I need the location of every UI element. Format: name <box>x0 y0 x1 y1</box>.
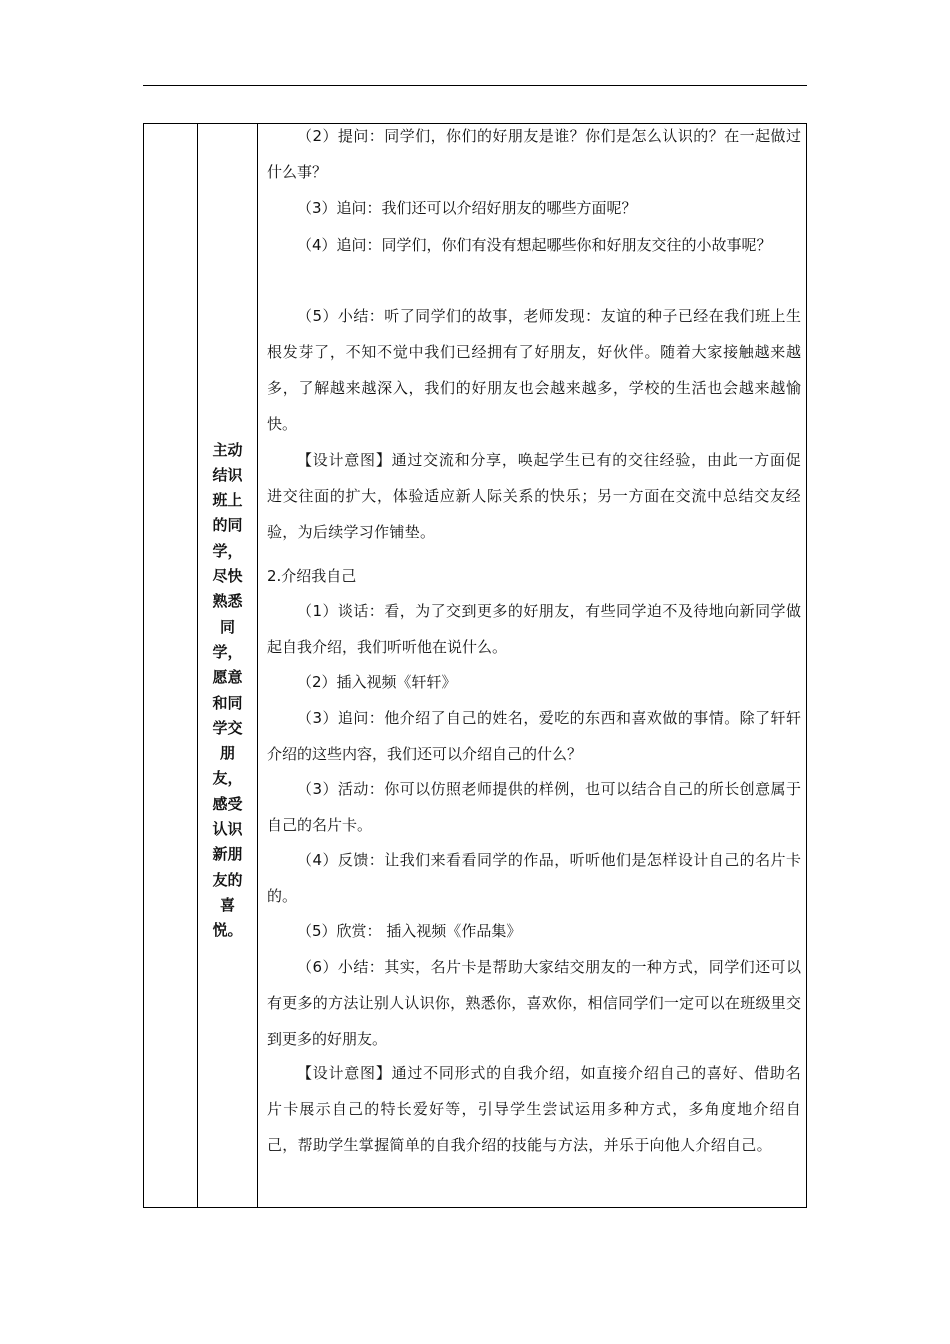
paragraph: （2）插入视频《轩轩》 <box>297 673 457 691</box>
design-intent-paragraph: 【设计意图】通过不同形式的自我介绍，如直接介绍自己的喜好、借助名片卡展示自己的特长爱好等，引导学生尝试运用多种方式，多角度地介绍自己，帮助学生掌握简单的自我介绍的技能与方法，并乐于向他人介绍自己。 <box>267 1064 801 1154</box>
paragraph: （5）欣赏： 插入视频《作品集》 <box>297 922 522 940</box>
goal-text: 主动结识班上的同学，尽快熟悉同学，愿意和同学交朋友，感受认识新朋友的喜悦。 <box>212 440 243 940</box>
lesson-table <box>143 123 807 1208</box>
paragraph: （4）反馈：让我们来看看同学的作品，听听他们是怎样设计自己的名片卡的。 <box>267 851 801 905</box>
paragraph: （5）小结：听了同学们的故事，老师发现：友谊的种子已经在我们班上生根发芽了，不知不觉中我们已经拥有了好朋友，好伙伴。随着大家接触越来越多，了解越来越深入，我们的好朋友也会越来越多，学校的生活也会越来越愉快。 <box>267 307 801 433</box>
paragraph: （6）小结：其实，名片卡是帮助大家结交朋友的一种方式，同学们还可以有更多的方法让别人认识你，熟悉你，喜欢你，相信同学们一定可以在班级里交到更多的好朋友。 <box>267 958 801 1048</box>
header-rule <box>143 85 807 86</box>
paragraph: （3）追问：他介绍了自己的姓名，爱吃的东西和喜欢做的事情。除了轩轩介绍的这些内容，我们还可以介绍自己的什么？ <box>267 709 801 763</box>
paragraph: （2）提问：同学们，你们的好朋友是谁？你们是怎么认识的？在一起做过什么事？ <box>267 127 801 181</box>
paragraph: （3）活动：你可以仿照老师提供的样例，也可以结合自己的所长创意属于自己的名片卡。 <box>267 780 801 834</box>
paragraph: （1）谈话：看，为了交到更多的好朋友，有些同学迫不及待地向新同学做起自我介绍，我们听听他在说什么。 <box>267 602 801 656</box>
design-intent-paragraph: 【设计意图】通过交流和分享，唤起学生已有的交往经验，由此一方面促进交往面的扩大，体验适应新人际关系的快乐；另一方面在交流中总结交友经验，为后续学习作铺垫。 <box>267 451 801 541</box>
goal-cell <box>198 124 257 1207</box>
paragraph: （3）追问：我们还可以介绍好朋友的哪些方面呢？ <box>297 199 637 217</box>
column-divider <box>257 124 258 1207</box>
paragraph: （4）追问：同学们，你们有没有想起哪些你和好朋友交往的小故事呢？ <box>297 236 772 254</box>
section-heading: 2.介绍我自己 <box>267 567 357 585</box>
